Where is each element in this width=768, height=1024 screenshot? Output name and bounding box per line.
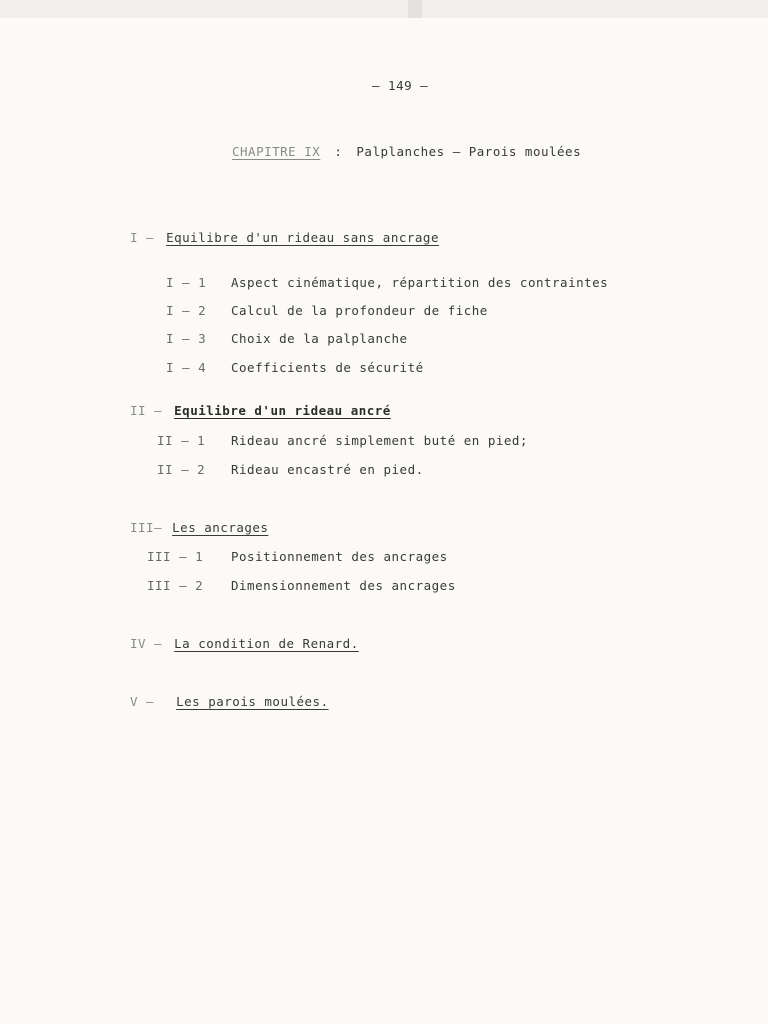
document-page (0, 18, 768, 1024)
section-title: La condition de Renard. (174, 636, 359, 651)
item-text: Rideau encastré en pied. (231, 462, 424, 477)
section-numeral: IV – (130, 636, 163, 651)
section-heading (130, 636, 359, 651)
item-text: Dimensionnement des ancrages (231, 578, 456, 593)
item-number: III – 1 (147, 549, 204, 564)
section-title: Les ancrages (172, 520, 269, 535)
item-number: I – 4 (166, 360, 207, 375)
section-numeral: V – (130, 694, 155, 709)
item-number: II – 1 (157, 433, 206, 448)
item-text: Choix de la palplanche (231, 331, 408, 346)
chapter-heading (232, 144, 581, 159)
section-numeral: II – (130, 403, 163, 418)
section-title: Equilibre d'un rideau sans ancrage (166, 230, 439, 245)
page-number: – 149 – (372, 78, 429, 93)
item-number: I – 1 (166, 275, 207, 290)
section-numeral: I – (130, 230, 155, 245)
section-heading (130, 520, 268, 535)
chapter-title: Palplanches – Parois moulées (356, 144, 582, 159)
item-number: I – 3 (166, 331, 207, 346)
section-title: Equilibre d'un rideau ancré (174, 403, 391, 418)
item-number: III – 2 (147, 578, 204, 593)
section-heading (130, 694, 329, 709)
item-text: Rideau ancré simplement buté en pied; (231, 433, 528, 448)
chapter-separator: : (334, 144, 343, 159)
section-numeral: III– (130, 520, 163, 535)
item-text: Calcul de la profondeur de fiche (231, 303, 488, 318)
item-number: I – 2 (166, 303, 207, 318)
section-heading (130, 230, 439, 245)
item-number: II – 2 (157, 462, 206, 477)
item-text: Positionnement des ancrages (231, 549, 448, 564)
paper-tab-mark (408, 0, 422, 18)
section-heading (130, 403, 391, 418)
item-text: Aspect cinématique, répartition des contraintes (231, 275, 609, 290)
section-title: Les parois moulées. (176, 694, 329, 709)
item-text: Coefficients de sécurité (231, 360, 424, 375)
chapter-label: CHAPITRE IX (232, 144, 321, 159)
